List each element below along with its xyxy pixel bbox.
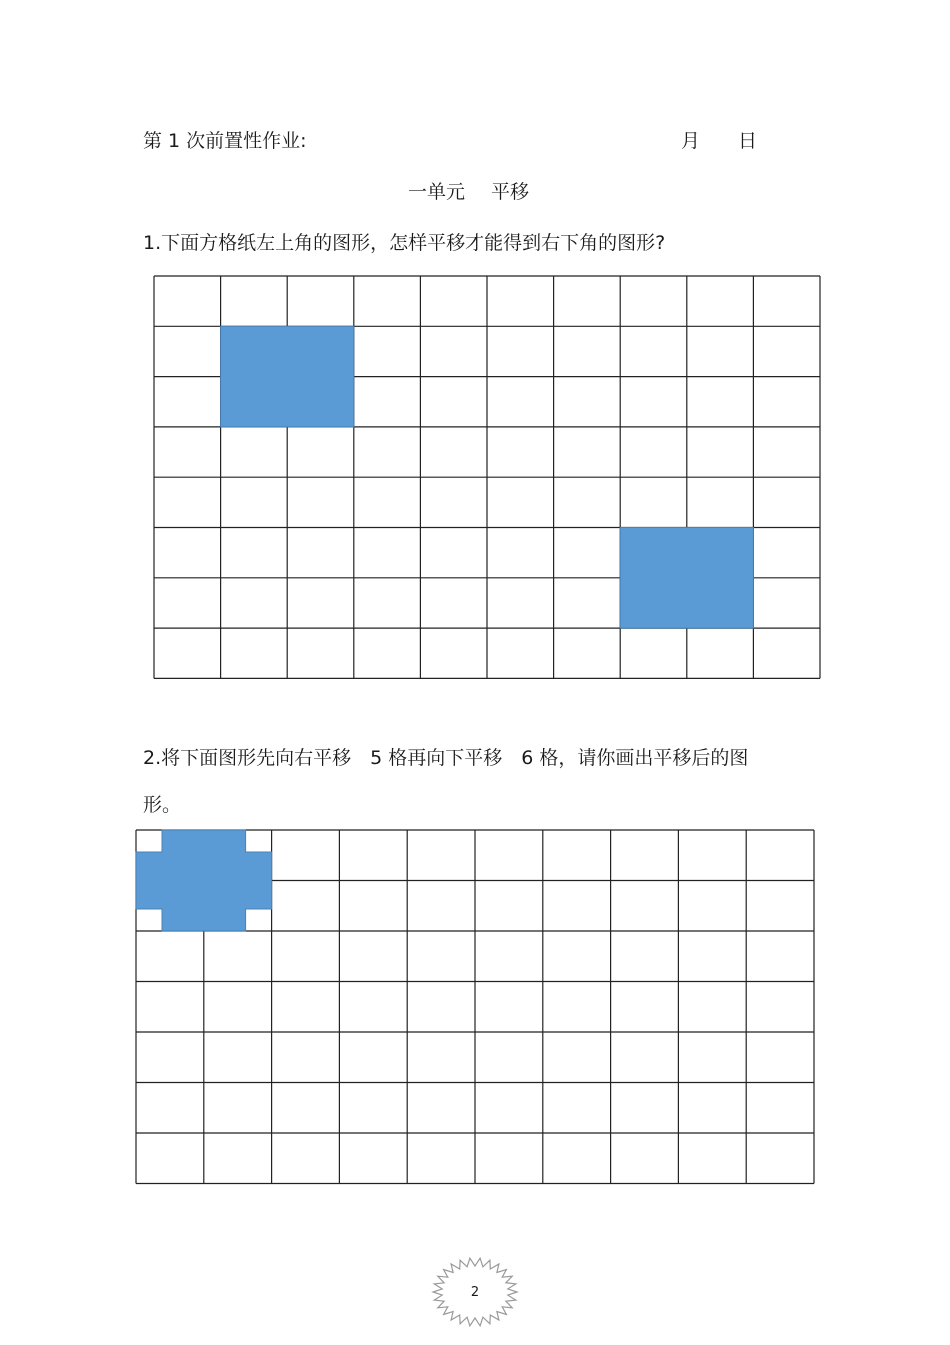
original-rectangle-shape bbox=[221, 326, 354, 427]
target-rectangle-shape bbox=[620, 528, 753, 629]
day-label: 日 bbox=[738, 130, 758, 152]
question-1-grid bbox=[153, 275, 823, 680]
unit-name: 一单元 bbox=[408, 181, 466, 203]
page-number-badge bbox=[430, 1257, 520, 1327]
month-label: 月 bbox=[681, 130, 701, 152]
unit-heading bbox=[408, 180, 529, 204]
question-2-text-continued: 形。 bbox=[143, 794, 182, 816]
worksheet-title: 第 1 次前置性作业: bbox=[143, 130, 307, 152]
cross-shape bbox=[136, 830, 272, 931]
question-2-grid bbox=[135, 829, 815, 1185]
unit-topic: 平移 bbox=[491, 181, 530, 203]
question-1-text: 1.下面方格纸左上角的图形，怎样平移才能得到右下角的图形? bbox=[143, 232, 666, 254]
question-2-text: 2.将下面图形先向右平移 5 格再向下平移 6 格，请你画出平移后的图 bbox=[143, 747, 749, 769]
page-number: 2 bbox=[470, 1285, 480, 1300]
